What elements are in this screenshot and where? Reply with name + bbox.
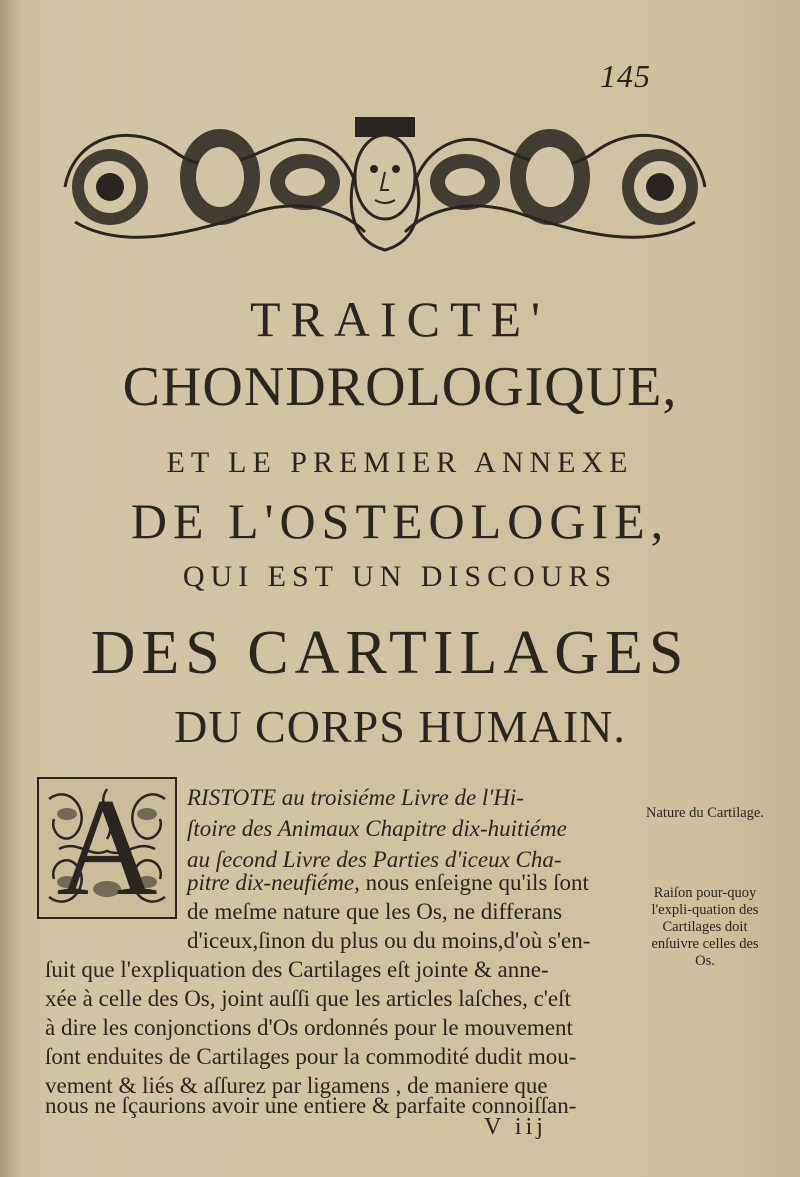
margin-note-nature: Nature du Cartilage. bbox=[646, 805, 764, 821]
body-line: d'iceux,ſinon du plus ou du moins,d'où s'en- bbox=[187, 928, 591, 953]
body-line: nous ne ſçaurions avoir une entiere & parfaite connoiſſan- bbox=[45, 1093, 577, 1118]
margin-note-raison: Raiſon pour-quoy l'expli-quation des Cartilages doit enſuivre celles des Os. bbox=[651, 885, 759, 969]
decorated-initial bbox=[37, 770, 177, 925]
signature-mark: V iij bbox=[484, 1114, 547, 1140]
body-line: xée à celle des Os, joint auſſi que les articles laſches, c'eſt bbox=[45, 986, 571, 1011]
title-line-3: ET LE PREMIER ANNEXE bbox=[166, 446, 634, 479]
body-line: ſtoire des Animaux Chapitre dix-huitiéme bbox=[187, 816, 567, 841]
initial-letter: A bbox=[56, 770, 158, 925]
page-number: 145 bbox=[600, 58, 651, 94]
body-line: ſont enduites de Cartilages pour la commodité dudit mou- bbox=[45, 1044, 577, 1069]
title-line-6: DES CARTILAGES bbox=[90, 619, 690, 687]
body-line: au ſecond Livre des Parties d'iceux Cha- bbox=[187, 847, 562, 872]
title-line-1: TRAICTE' bbox=[249, 291, 551, 347]
title-line-5: QUI EST UN DISCOURS bbox=[182, 560, 618, 593]
body-line: ſuit que l'expliquation des Cartilages eſt jointe & anne- bbox=[45, 957, 549, 982]
title-line-2: CHONDROLOGIQUE, bbox=[122, 356, 678, 418]
body-line: pitre dix-neufiéme, nous enſeigne qu'ils ſont bbox=[187, 870, 589, 895]
body-line: RISTOTE au troisiéme Livre de l'Hi- bbox=[187, 785, 524, 810]
title-line-4: DE L'OSTEOLOGIE, bbox=[130, 493, 670, 549]
body-line: de meſme nature que les Os, ne differans bbox=[187, 899, 563, 924]
ornamental-headband bbox=[55, 112, 715, 257]
body-line: vement & liés & aſſurez par ligamens , de maniere que bbox=[45, 1073, 548, 1098]
body-line: à dire les conjonctions d'Os ordonnés pour le mouvement bbox=[45, 1015, 573, 1040]
title-line-7: DU CORPS HUMAIN. bbox=[174, 701, 626, 752]
